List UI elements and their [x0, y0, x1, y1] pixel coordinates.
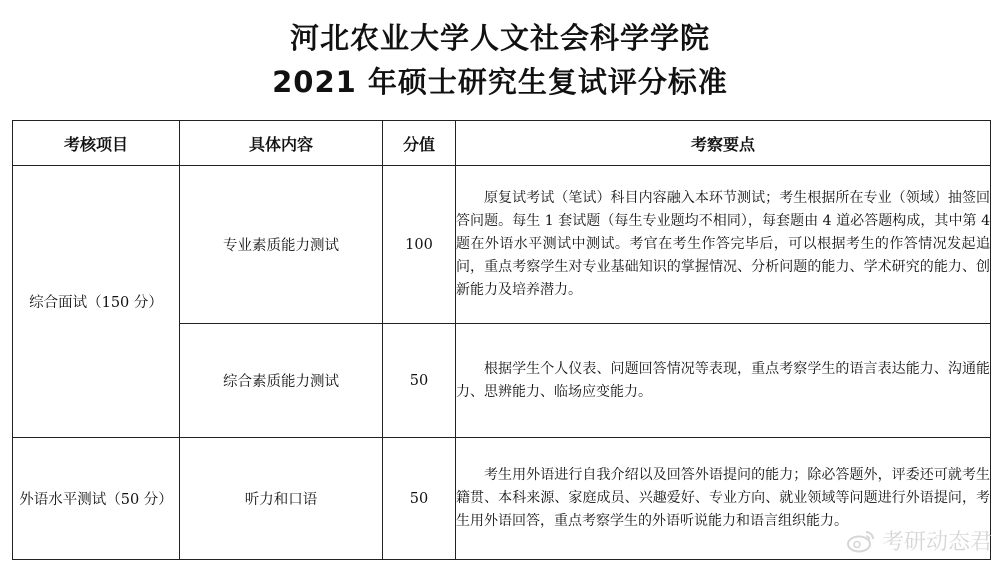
- table-header-row: [13, 121, 991, 166]
- points-cell: [456, 166, 991, 324]
- score-cell: 50: [383, 438, 456, 560]
- column-header-points: 考察要点: [456, 121, 991, 166]
- content-cell: 专业素质能力测试: [180, 166, 383, 324]
- column-header-score: 分值: [383, 121, 456, 166]
- content-cell: 综合素质能力测试: [180, 324, 383, 438]
- weibo-icon: [846, 529, 876, 553]
- item-cell: 外语水平测试（50 分）: [13, 438, 180, 560]
- table-row: [13, 166, 991, 324]
- points-cell: [456, 324, 991, 438]
- table-row: [13, 438, 991, 560]
- watermark-text: 考研动态君: [881, 530, 992, 555]
- column-header-content: 具体内容: [180, 121, 383, 166]
- points-text: 原复试考试（笔试）科目内容融入本环节测试；考生根据所在专业（领域）抽签回答问题。每生 1 套试题（每生专业题均不相同），每套题由 4 道必答题构成，其中第 4 题在外语水平测试中测试。考官在考生作答完毕后，可以根据考生的作答情况发起追问，重点考察学生对专业基础知识的掌握情况、分析问题的能力、学术研究的能力、创新能力及培养潜力。: [456, 190, 990, 298]
- points-text: 考生用外语进行自我介绍以及回答外语提问的能力；除必答题外，评委还可就考生籍贯、本科来源、家庭成员、兴趣爱好、专业方向、就业领域等问题进行外语提问，考生用外语回答，重点考察学生的外语听说能力和语言组织能力。: [456, 467, 990, 529]
- page-subtitle: 2021 年硕士研究生复试评分标准: [272, 65, 728, 99]
- item-cell: 综合面试（150 分）: [13, 166, 180, 438]
- score-cell: 100: [383, 166, 456, 324]
- scoring-table: [12, 120, 991, 560]
- score-cell: 50: [383, 324, 456, 438]
- watermark: [846, 525, 992, 556]
- page-title: 河北农业大学人文社会科学学院: [289, 21, 710, 55]
- column-header-item: 考核项目: [13, 121, 180, 166]
- points-text: 根据学生个人仪表、问题回答情况等表现，重点考察学生的语言表达能力、沟通能力、思辨能力、临场应变能力。: [456, 360, 990, 400]
- content-cell: 听力和口语: [180, 438, 383, 560]
